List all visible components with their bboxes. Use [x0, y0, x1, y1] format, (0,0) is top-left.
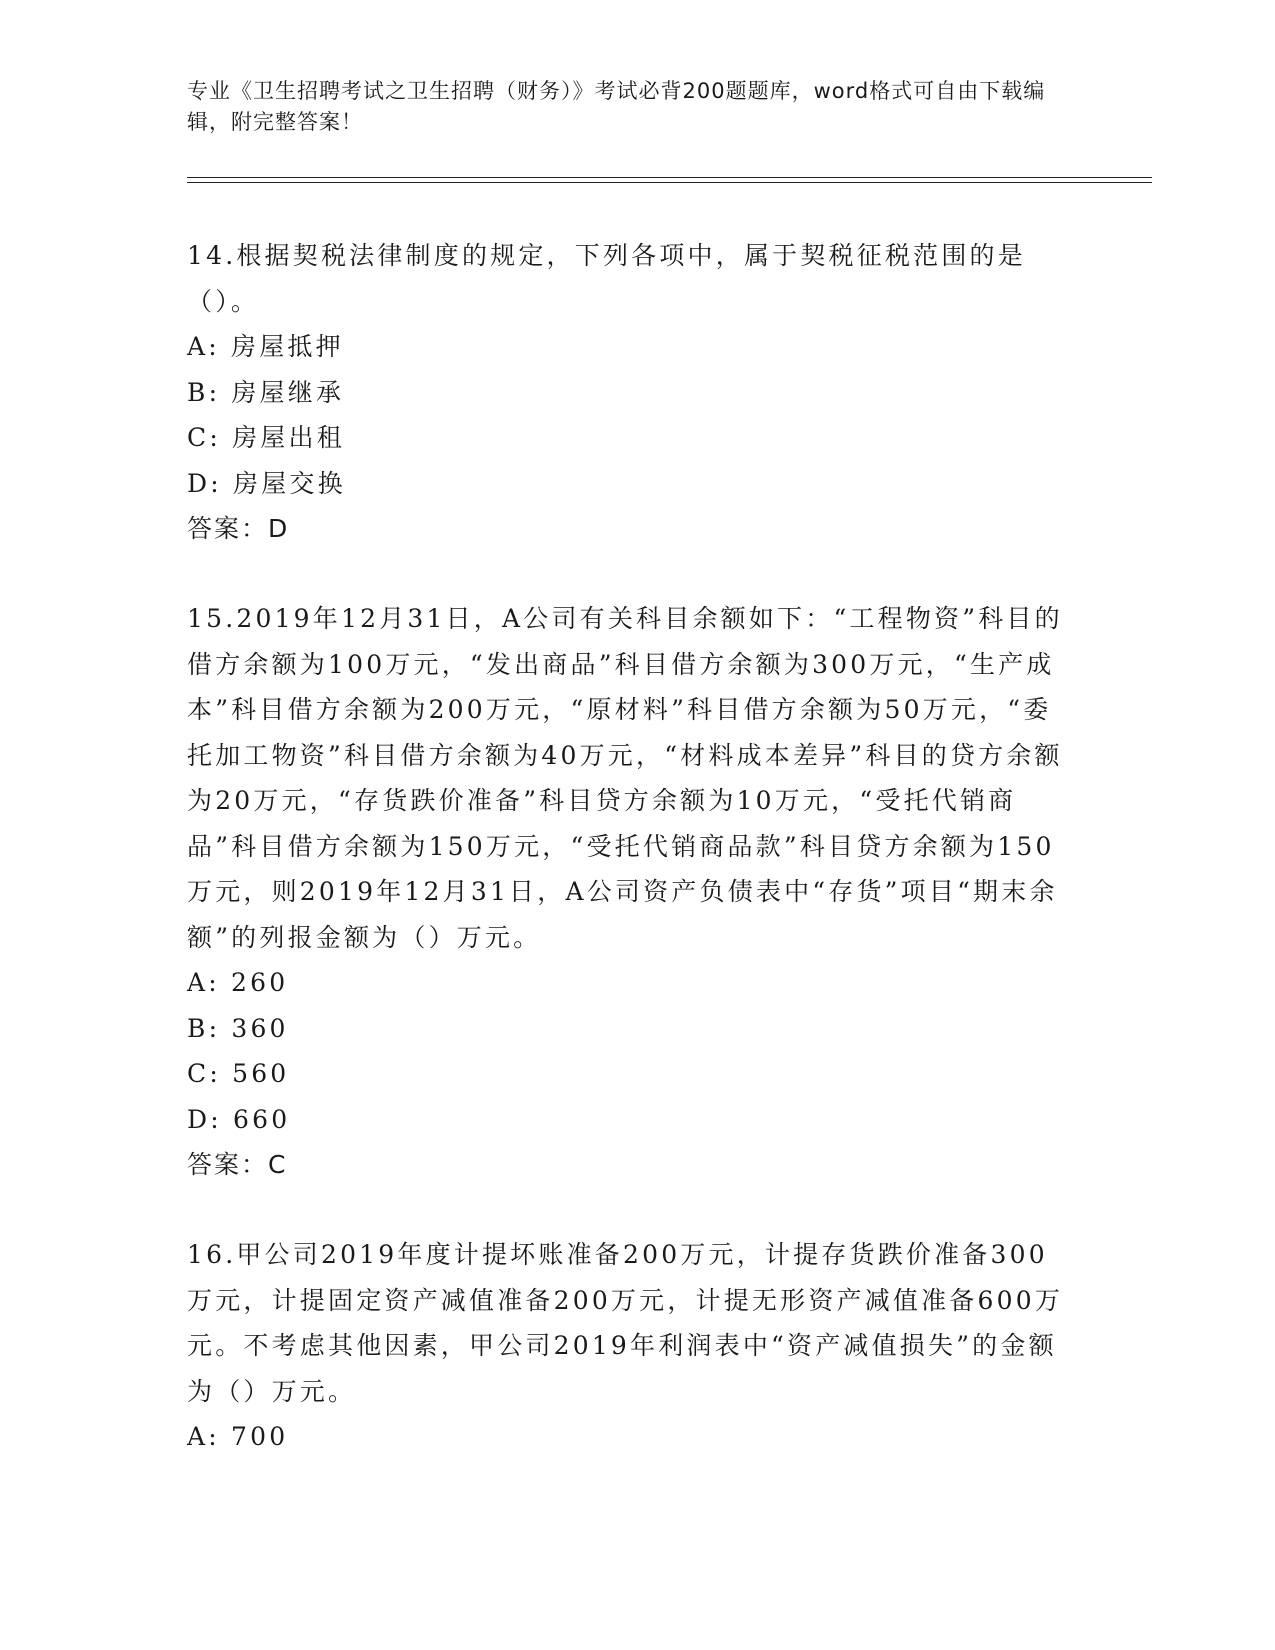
option-d: D: 房屋交换	[187, 468, 346, 498]
question-16	[187, 1232, 1067, 1460]
option-d: D: 660	[187, 1104, 291, 1134]
option-a: A: 700	[187, 1422, 289, 1451]
header-divider-bottom	[187, 182, 1152, 183]
option-c: C: 560	[187, 1059, 290, 1088]
question-stem: 14.根据契税法律制度的规定，下列各项中，属于契税征税范围的是（）。	[187, 241, 1026, 316]
option-b: B: 360	[187, 1013, 289, 1043]
answer-line: 答案：D	[187, 514, 290, 543]
question-stem: 15.2019年12月31日，A公司有关科目余额如下：“工程物资”科目的借方余额为100万元，“发出商品”科目借方余额为300万元，“生产成本”科目借方余额为200万元，“原材料”科目借方余额为50万元，“委托加工物资”科目借方余额为40万元，“材料成本差异”科目的贷方余额为20万元，“存货跌价准备”科目贷方余额为10万元，“受托代销商品”科目借方余额为150万元，“受托代销商品款”科目贷方余额为150万元，则2019年12月31日，A公司资产负债表中“存货”项目“期末余额”的列报金额为（）万元。	[187, 604, 1063, 952]
option-a: A: 房屋抵押	[187, 332, 344, 361]
question-14	[187, 233, 1067, 552]
option-c: C: 房屋出租	[187, 423, 345, 452]
option-a: A: 260	[187, 968, 289, 997]
document-header: 专业《卫生招聘考试之卫生招聘（财务）》考试必背200题题库，word格式可自由下载编辑，附完整答案！	[187, 79, 1046, 134]
option-b: B: 房屋继承	[187, 377, 345, 407]
question-stem: 16.甲公司2019年度计提坏账准备200万元，计提存货跌价准备300万元，计提固定资产减值准备200万元，计提无形资产减值准备600万元。不考虑其他因素，甲公司2019年利润表中“资产减值损失”的金额为（）万元。	[187, 1240, 1064, 1406]
question-15	[187, 596, 1067, 1188]
header-divider-top	[187, 177, 1152, 178]
answer-line: 答案：C	[187, 1150, 288, 1179]
